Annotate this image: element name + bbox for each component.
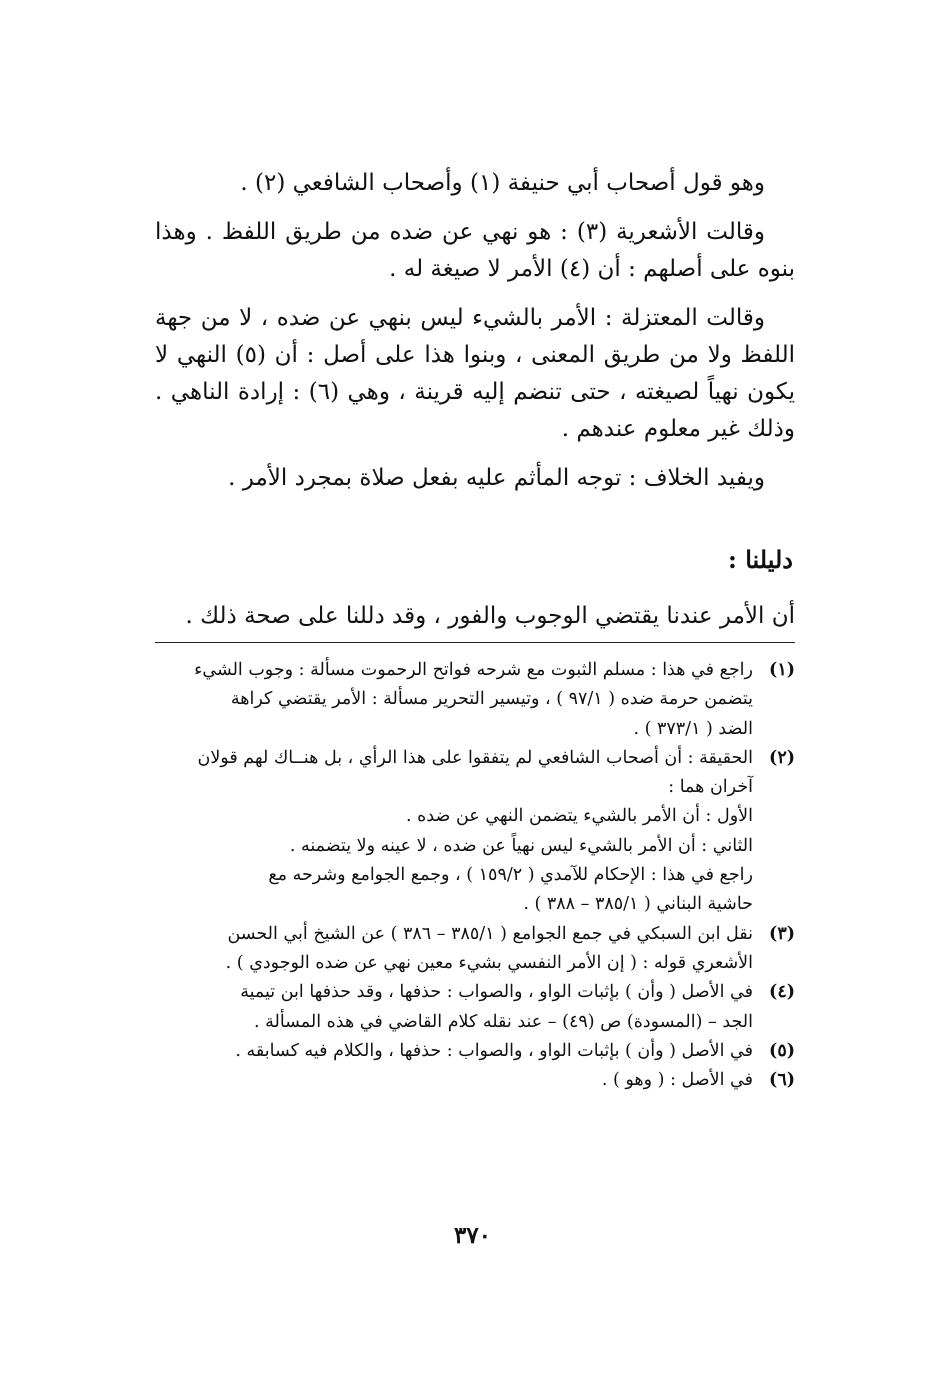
- paragraph-1: وهو قول أصحاب أبي حنيفة (١) وأصحاب الشافعي (٢) .: [240, 170, 765, 196]
- footnote-6: [155, 1066, 795, 1095]
- footnote-line: راجع في هذا : مسلم الثبوت مع شرحه فواتح الرحموت مسألة : وجوب الشيء: [194, 660, 753, 680]
- footnote-line: في الأصل ( وأن ) بإثبات الواو ، والصواب : حذفها ، والكلام فيه كسابقه .: [235, 1040, 753, 1061]
- footnote-3: [155, 920, 795, 979]
- footnote-number: (٥): [769, 1040, 795, 1061]
- footnote-line: حاشية البناني ( ٣٨٥/١ – ٣٨٨ ) .: [523, 894, 753, 915]
- footnote-number: (٦): [769, 1070, 795, 1091]
- page-number: ٣٧٠: [453, 1222, 492, 1249]
- paragraph-2: وقالت الأشعرية (٣) : هو نهي عن ضده من طريق اللفظ . وهذا بنوه على أصلهم : أن (٤) الأمر لا صيغة له .: [155, 219, 795, 282]
- footnote-number: (٣): [769, 923, 795, 944]
- footnote-line: يتضمن حرمة ضده ( ٩٧/١ ) ، وتيسير التحرير مسألة : الأمر يقتضي كراهة: [230, 689, 753, 710]
- conclusion-text: أن الأمر عندنا يقتضي الوجوب والفور ، وقد دللنا على صحة ذلك .: [185, 603, 795, 629]
- paragraph-3: وقالت المعتزلة : الأمر بالشيء ليس بنهي عن ضده ، لا من جهة اللفظ ولا من طريق المعنى ، وبنوا هذا على أصل : أن (٥) النهي لا يكون نهياً لصيغته ، حتى تنضم إليه قرينة ، وهي (٦) : إرادة الناهي . وذلك غير معلوم عندهم .: [155, 305, 795, 442]
- section-heading: دليلنا :: [728, 545, 793, 574]
- footnote-4: [155, 978, 795, 1037]
- footnote-1: [155, 656, 795, 744]
- footnote-line: الأشعري قوله : ( إن الأمر النفسي بشيء معين نهي عن ضده الوجودي ) .: [225, 952, 753, 973]
- footnote-line: الضد ( ٣٧٣/١ ) .: [633, 718, 753, 739]
- footnote-line: الثاني : أن الأمر بالشيء ليس نهياً عن ضده ، لا عينه ولا يتضمنه .: [289, 835, 753, 856]
- footnote-number: (٤): [769, 982, 795, 1003]
- footnote-line: آخران هما :: [668, 777, 753, 798]
- footnote-line: في الأصل : ( وهو ) .: [601, 1070, 753, 1091]
- footnote-line: نقل ابن السبكي في جمع الجوامع ( ٣٨٥/١ – ٣٨٦ ) عن الشيخ أبي الحسن: [227, 923, 753, 944]
- footnote-line: الحقيقة : أن أصحاب الشافعي لم يتفقوا على هذا الرأي ، بل هنــاك لهم قولان: [197, 747, 753, 768]
- main-text: [155, 165, 795, 509]
- footnote-line: الأول : أن الأمر بالشيء يتضمن النهي عن ضده .: [406, 806, 753, 827]
- footnote-line: راجع في هذا : الإحكام للآمدي ( ١٥٩/٢ ) ، وجمع الجوامع وشرحه مع: [268, 865, 753, 886]
- footnote-number: (١): [769, 660, 795, 680]
- footnote-5: [155, 1037, 795, 1066]
- footnote-divider: [155, 642, 795, 643]
- footnote-number: (٢): [769, 747, 795, 768]
- paragraph-4: ويفيد الخلاف : توجه المأثم عليه بفعل صلاة بمجرد الأمر .: [228, 465, 765, 491]
- footnotes: [155, 656, 795, 1095]
- footnote-line: في الأصل ( وأن ) بإثبات الواو ، والصواب : حذفها ، وقد حذفها ابن تيمية: [240, 982, 753, 1003]
- footnote-2: [155, 744, 795, 920]
- footnote-line: الجد – (المسودة) ص (٤٩) – عند نقله كلام القاضي في هذه المسألة .: [253, 1011, 753, 1032]
